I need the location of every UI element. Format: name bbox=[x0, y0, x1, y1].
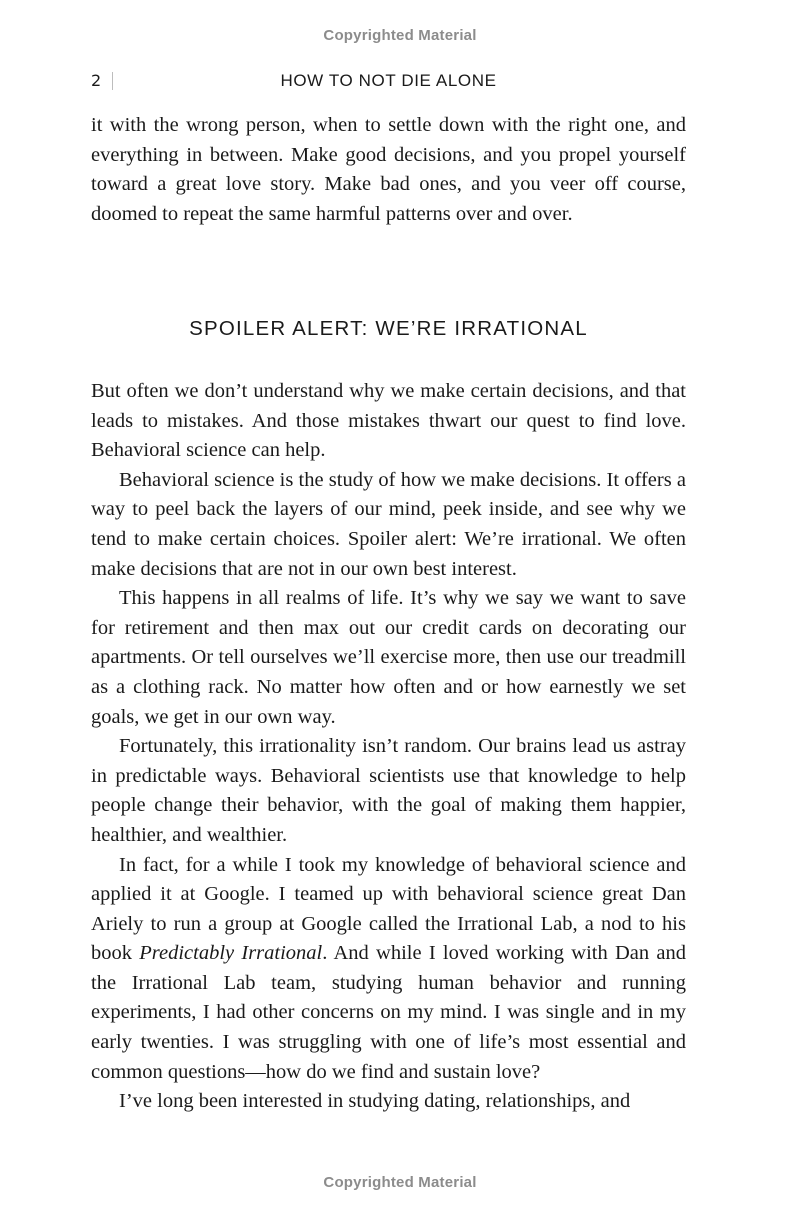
book-title: HOW TO NOT DIE ALONE bbox=[280, 71, 497, 90]
page-number: 2 bbox=[91, 71, 102, 90]
continuation-paragraph: it with the wrong person, when to settle down with the right one, and everything in between. Make good decisions, and you propel yourself toward a great love story. Make bad ones, and you veer off course, doomed to repeat the same harmful patterns over and over. bbox=[91, 114, 686, 225]
section-heading: SPOILER ALERT: WE’RE IRRATIONAL bbox=[189, 317, 588, 340]
book-title-reference: Predictably Irrational bbox=[139, 942, 323, 965]
running-head bbox=[91, 70, 686, 94]
continuation-text bbox=[91, 111, 686, 229]
paragraph-3: This happens in all realms of life. It’s why we say we want to save for retirement and then max out our credit cards on decorating our apartments. Or tell ourselves we’ll exercise more, then use our treadmill as a clothing rack. No matter how often and or how earnestly we set goals, we get in our own way. bbox=[91, 587, 686, 728]
paragraph-5-end: . And while I loved working with Dan and the Irrational Lab team, studying human behavior and running experiments, I had other concerns on my mind. I was single and in my early twenties. I was struggling with one of life’s most essential and common questions—how do we find and sustain love? bbox=[91, 942, 686, 1083]
section-body bbox=[91, 377, 686, 1117]
paragraph-5 bbox=[91, 851, 686, 1088]
paragraph-4: Fortunately, this irrationality isn’t random. Our brains lead us astray in predictable ways. Behavioral scientists use that knowledge to help people change their behavior, with the goal of making them happier, healthier, and wealthier. bbox=[91, 735, 686, 846]
paragraph-1: But often we don’t understand why we make certain decisions, and that leads to mistakes. And those mistakes thwart our quest to find love. Behavioral science can help. bbox=[91, 380, 686, 462]
copyright-watermark-top: Copyrighted Material bbox=[323, 27, 477, 44]
copyright-watermark-bottom: Copyrighted Material bbox=[323, 1174, 477, 1191]
paragraph-6: I’ve long been interested in studying dating, relationships, and bbox=[119, 1090, 631, 1113]
paragraph-5-start: In fact, for a while I took my knowledge of behavioral science and applied it at Google. I teamed up with behavioral science great Dan Ariely to run a group at Google called the Irrational Lab, a nod to his book bbox=[91, 853, 686, 965]
paragraph-2: Behavioral science is the study of how we make decisions. It offers a way to peel back the layers of our mind, peek inside, and see why we tend to make certain choices. Spoiler alert: We’re irrational. We often make decisions that are not in our own best interest. bbox=[91, 468, 686, 580]
